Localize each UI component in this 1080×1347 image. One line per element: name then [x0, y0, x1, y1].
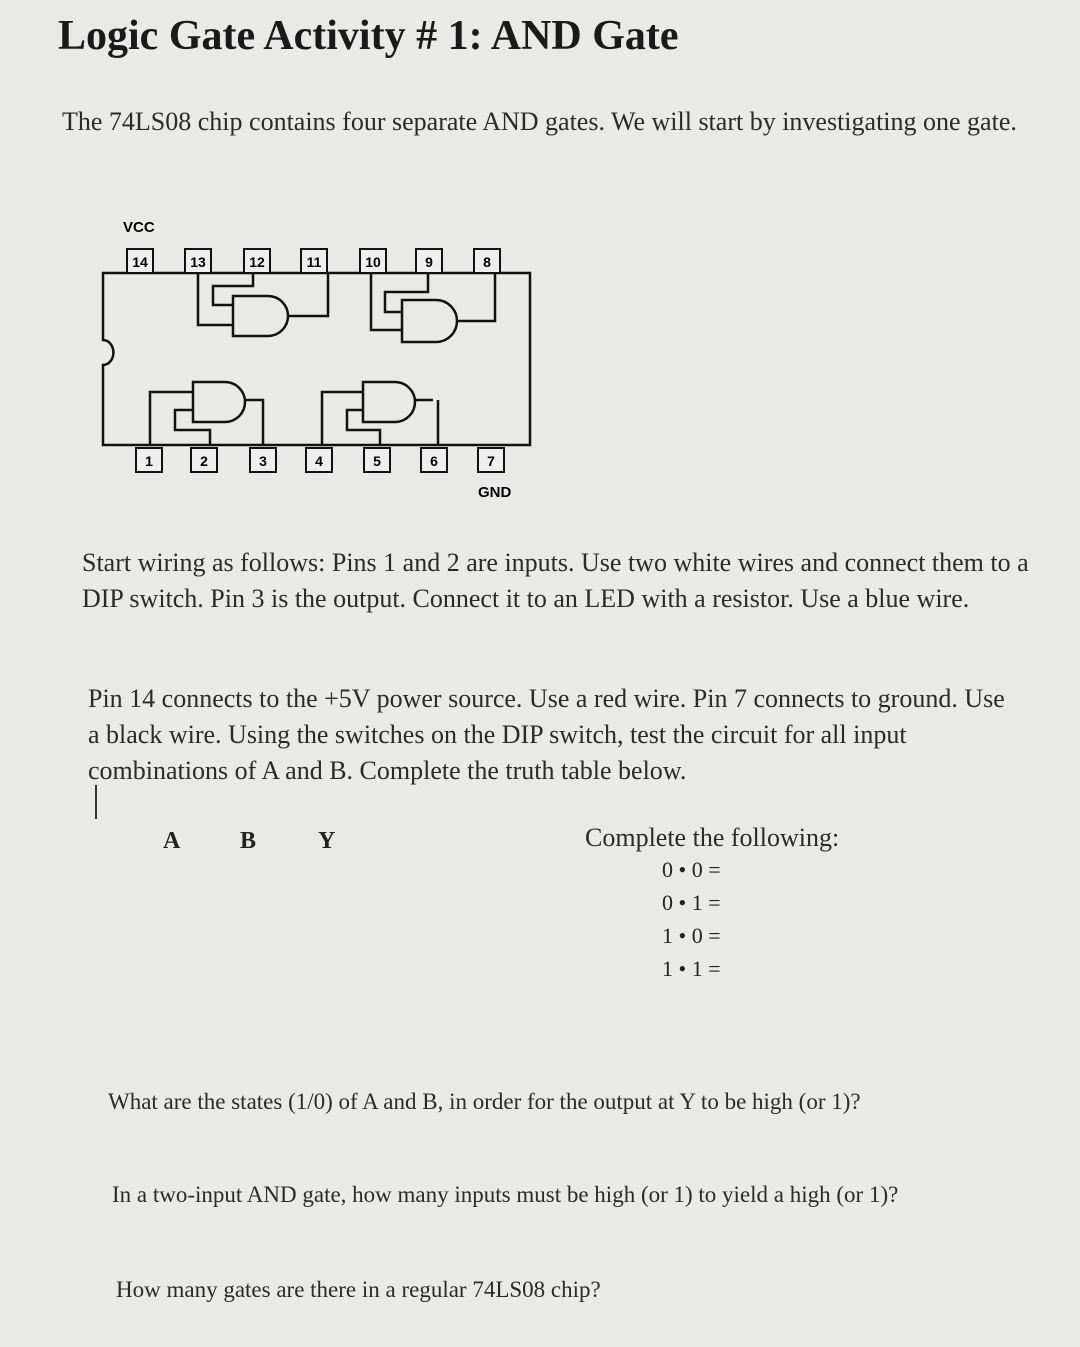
truth-header-a: A — [163, 828, 181, 854]
pin-number: 2 — [200, 453, 208, 469]
pin-number: 6 — [430, 453, 438, 469]
pin-number: 14 — [132, 254, 148, 270]
pin-number: 4 — [315, 453, 323, 469]
text-cursor — [95, 785, 97, 819]
gnd-label: GND — [478, 484, 512, 501]
wiring-instructions-1: Start wiring as follows: Pins 1 and 2 are inputs. Use two white wires and connect them to a DIP switch. Pin 3 is the output. Connect it to an LED with a resistor. Use a blue wire. — [82, 548, 1029, 613]
equation-item: 0 • 0 = — [662, 857, 721, 882]
vcc-label: VCC — [123, 219, 155, 236]
pin-number: 9 — [425, 254, 433, 270]
equation-item: 1 • 1 = — [662, 956, 721, 981]
intro-text: The 74LS08 chip contains four separate AND gates. We will start by investigating one gate. — [62, 107, 1017, 136]
question-1: What are the states (1/0) of A and B, in order for the output at Y to be high (or 1)? — [108, 1089, 861, 1114]
page-title: Logic Gate Activity # 1: AND Gate — [58, 13, 679, 59]
wiring-instructions-2: Pin 14 connects to the +5V power source. Use a red wire. Pin 7 connects to ground. Use a black wire. Using the switches on the DIP switch, test the circuit for all input combinations of A and B. Complete the truth table below. — [88, 684, 1005, 785]
pin-number: 10 — [365, 254, 381, 270]
pin-number: 1 — [145, 453, 153, 469]
pin-number: 13 — [190, 254, 206, 270]
question-2: In a two-input AND gate, how many inputs must be high (or 1) to yield a high (or 1)? — [112, 1182, 899, 1207]
chip-pinout-diagram — [0, 0, 560, 520]
pin-number: 5 — [373, 453, 381, 469]
chip-body — [103, 273, 530, 445]
truth-header-y: Y — [318, 828, 336, 854]
equation-item: 1 • 0 = — [662, 923, 721, 948]
question-3: How many gates are there in a regular 74LS08 chip? — [116, 1277, 601, 1302]
complete-heading: Complete the following: — [585, 823, 840, 852]
pin-number: 7 — [487, 453, 495, 469]
pin-number: 12 — [249, 254, 265, 270]
equation-item: 0 • 1 = — [662, 890, 721, 915]
pin-number: 8 — [483, 254, 491, 270]
pin-number: 3 — [259, 453, 267, 469]
truth-header-b: B — [240, 828, 257, 854]
pin-number: 11 — [306, 254, 322, 270]
